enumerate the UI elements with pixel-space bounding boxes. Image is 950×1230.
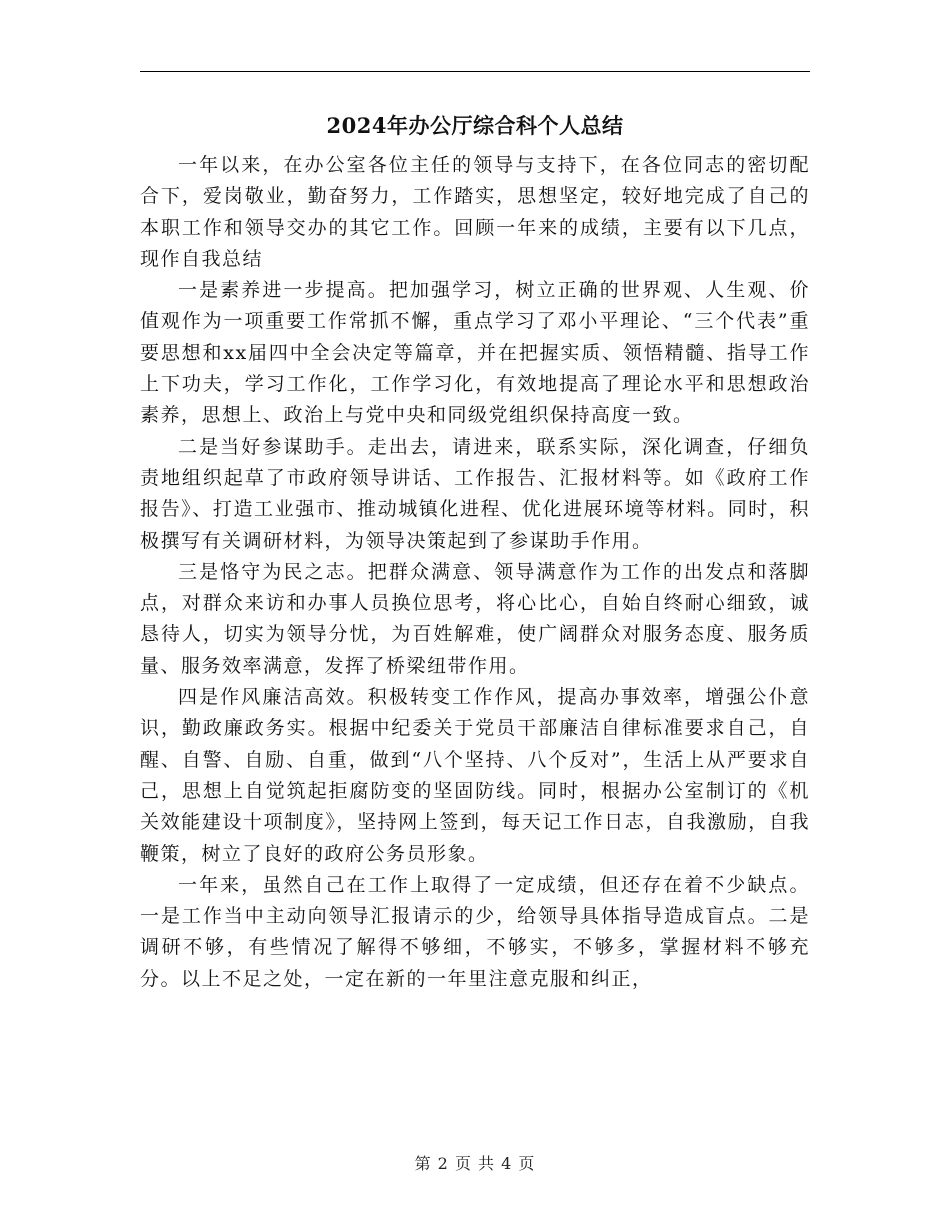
document-title: 2024年办公厅综合科个人总结 [326,113,624,138]
header-rule [140,71,810,72]
paragraph-point-four: 四是作风廉洁高效。积极转变工作作风，提高办事效率，增强公仆意识，勤政廉政务实。根据中纪委关于党员干部廉洁自律标准要求自己，自醒、自警、自励、自重，做到“八个坚持、八个反对”，生活上从严要求自己，思想上自觉筑起拒腐防变的坚固防线。同时，根据办公室制订的《机关效能建设十项制度》，坚持网上签到，每天记工作日志，自我激励，自我鞭策，树立了良好的政府公务员形象。 [140,686,810,865]
paragraph-point-two: 二是当好参谋助手。走出去，请进来，联系实际，深化调查，仔细负责地组织起草了市政府领导讲话、工作报告、汇报材料等。如《政府工作报告》、打造工业强市、推动城镇化进程、优化进展环境等材料。同时，积极撰写有关调研材料，为领导决策起到了参谋助手作用。 [140,435,810,552]
paragraph-point-one: 一是素养进一步提高。把加强学习，树立正确的世界观、人生观、价值观作为一项重要工作常抓不懈，重点学习了邓小平理论、“三个代表”重要思想和xx届四中全会决定等篇章，并在把握实质、领悟精髓、指导工作上下功夫，学习工作化，工作学习化，有效地提高了理论水平和思想政治素养，思想上、政治上与党中央和同级党组织保持高度一致。 [140,279,810,427]
paragraph-point-three: 三是恪守为民之志。把群众满意、领导满意作为工作的出发点和落脚点，对群众来访和办事人员换位思考，将心比心，自始自终耐心细致，诚恳待人，切实为领导分忧，为百姓解难，使广阔群众对服务态度、服务质量、服务效率满意，发挥了桥梁纽带作用。 [140,560,810,677]
paragraph-shortcomings: 一年来，虽然自己在工作上取得了一定成绩，但还存在着不少缺点。一是工作当中主动向领导汇报请示的少，给领导具体指导造成盲点。二是调研不够，有些情况了解得不够细，不够实，不够多，掌握材料不够充分。以上不足之处，一定在新的一年里注意克服和纠正， [140,873,810,990]
document-body [140,150,810,995]
paragraph-intro: 一年以来，在办公室各位主任的领导与支持下，在各位同志的密切配合下，爱岗敬业，勤奋努力，工作踏实，思想坚定，较好地完成了自己的本职工作和领导交办的其它工作。回顾一年来的成绩，主要有以下几点，现作自我总结 [140,154,810,270]
page-number: 第 2 页 共 4 页 [414,1154,536,1173]
